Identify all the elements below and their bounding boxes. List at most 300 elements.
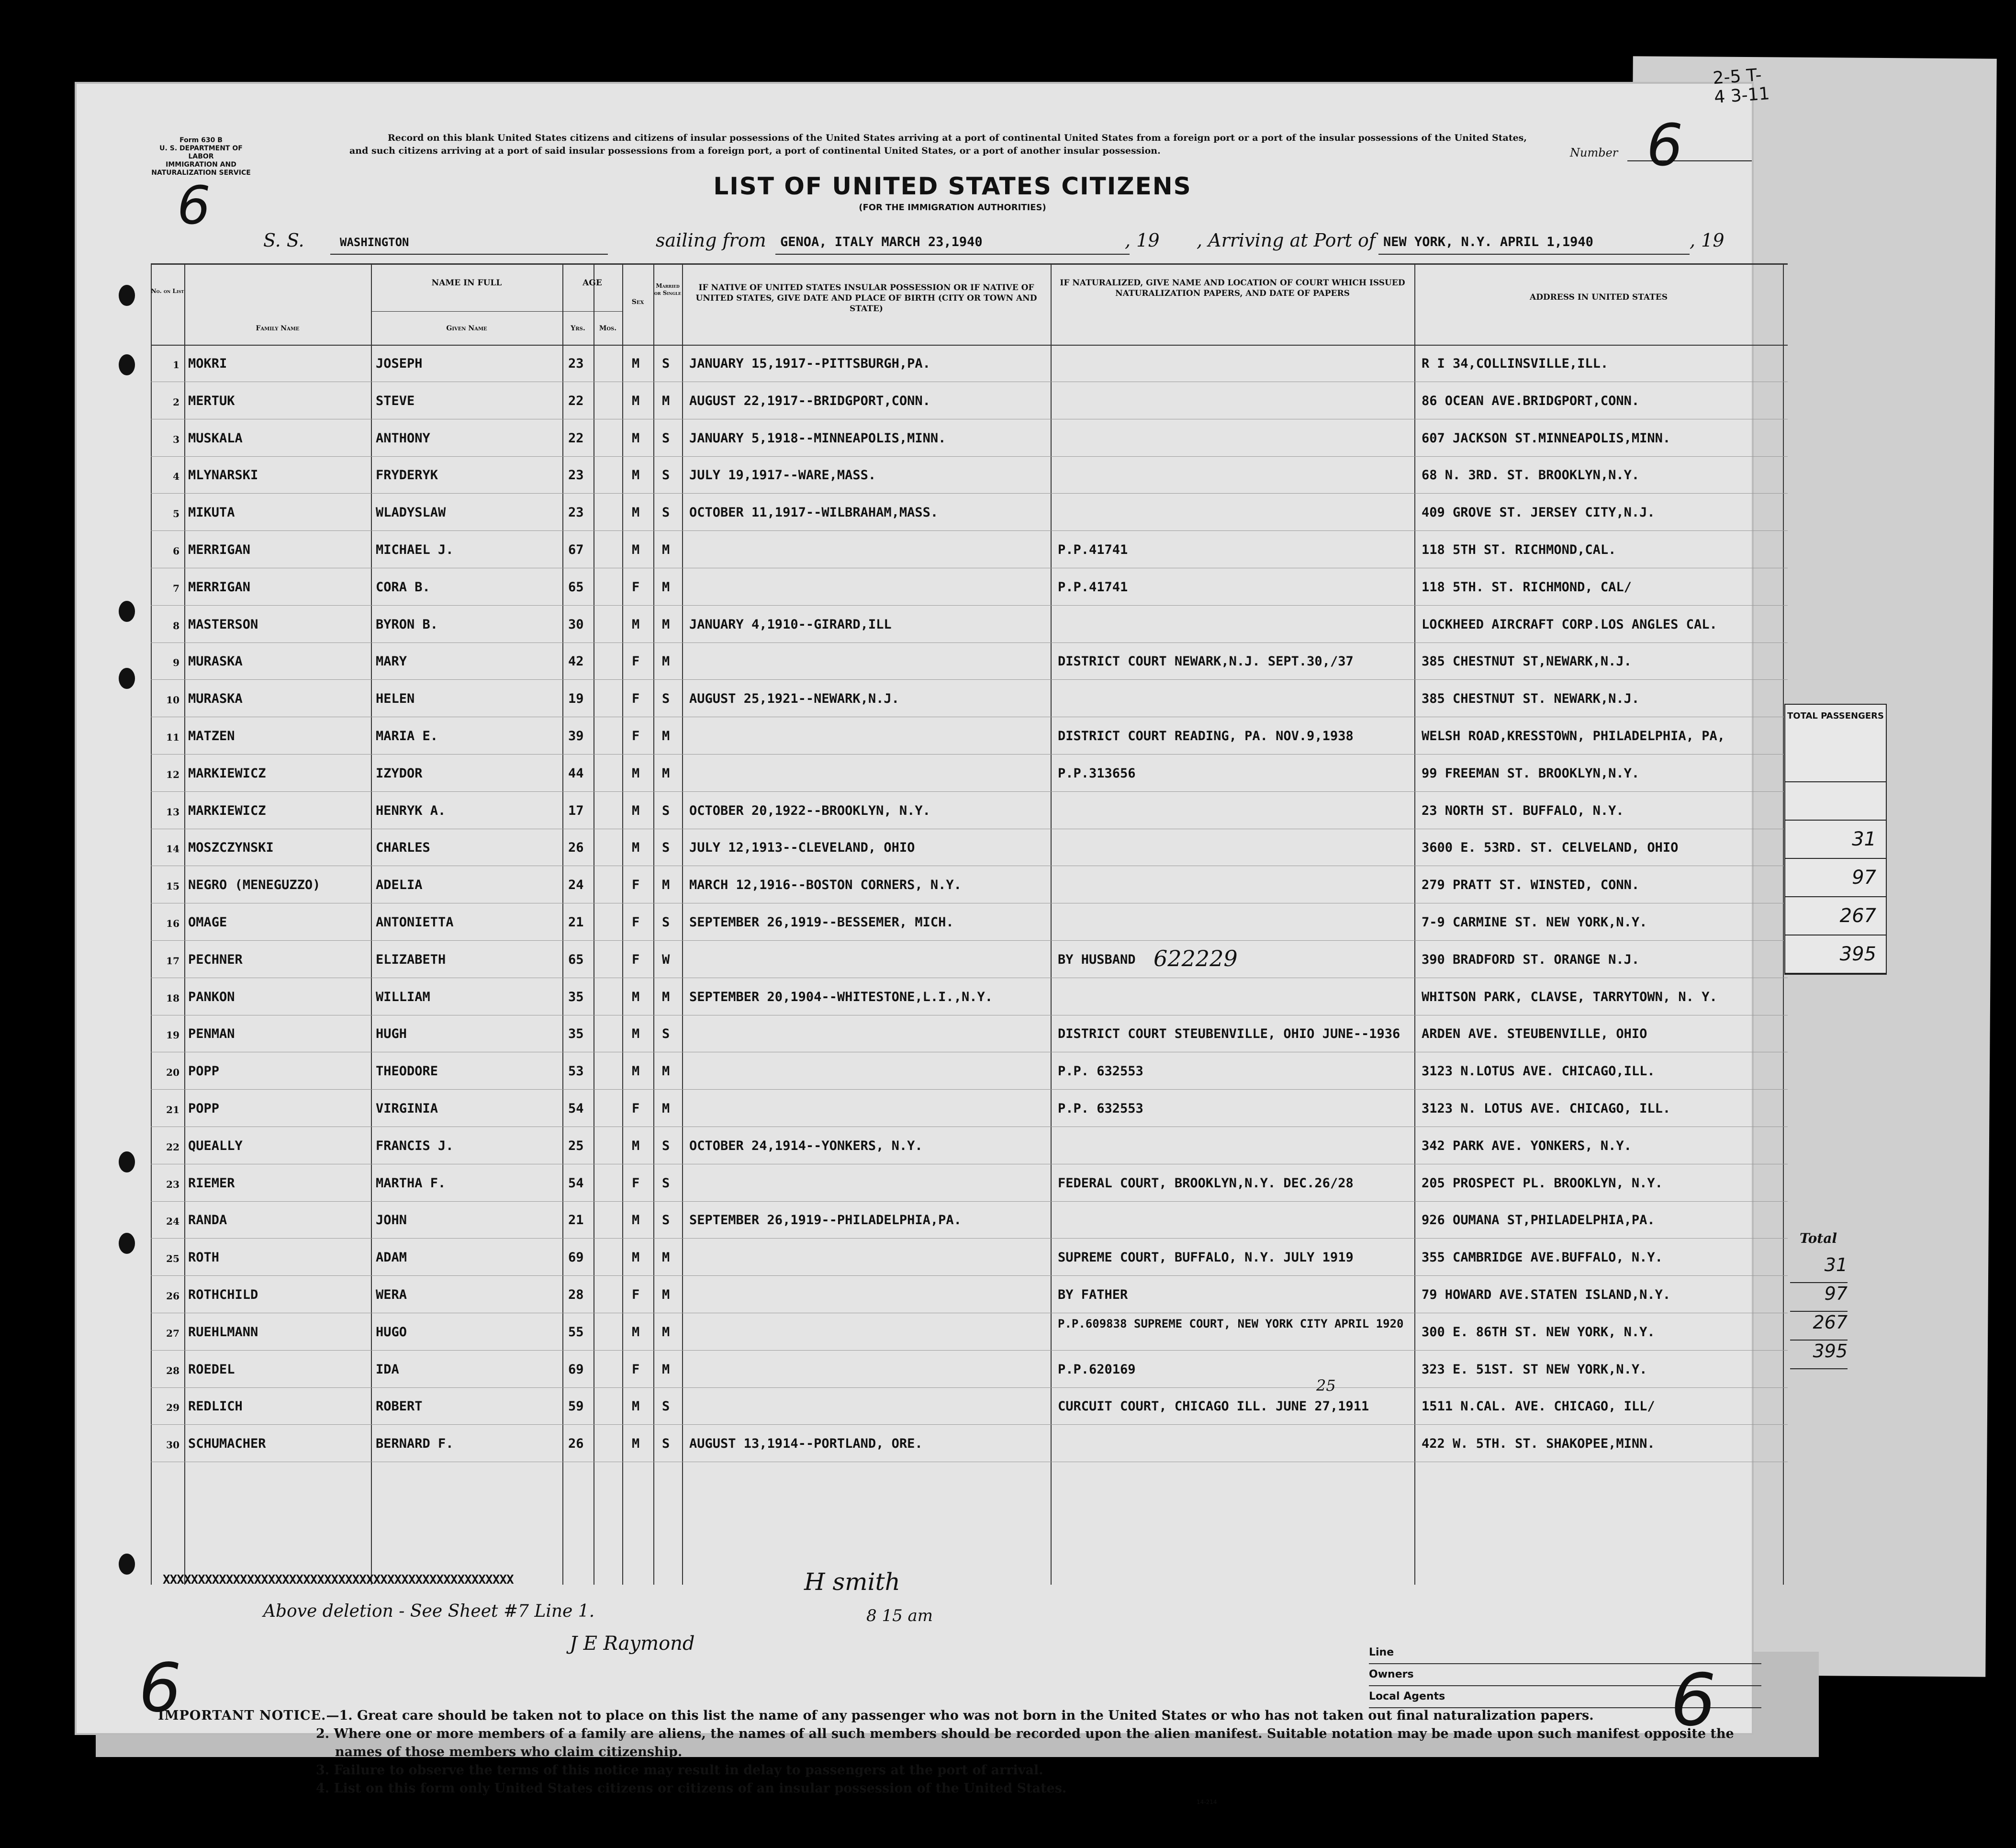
row-number: 15 <box>166 880 179 892</box>
marital-status: W <box>662 952 670 967</box>
table-row <box>151 1090 1788 1127</box>
sex: M <box>632 617 640 632</box>
address: 23 NORTH ST. BUFFALO, N.Y. <box>1422 803 1624 818</box>
family-name: MASTERSON <box>188 617 258 632</box>
manifest-page <box>77 84 1752 1805</box>
address: 390 BRADFORD ST. ORANGE N.J. <box>1422 952 1640 967</box>
table-row <box>151 1127 1788 1164</box>
table-row <box>151 755 1788 791</box>
sex: M <box>632 840 640 856</box>
age-years: 26 <box>568 1436 584 1452</box>
important-notice <box>158 1707 1752 1798</box>
age-years: 23 <box>568 356 584 371</box>
total-list <box>1790 1254 1848 1369</box>
given-name: IZYDOR <box>376 766 423 781</box>
table-row <box>151 1387 1788 1424</box>
age-years: 67 <box>568 542 584 557</box>
family-name: MUSKALA <box>188 430 243 446</box>
row-number: 18 <box>166 992 179 1004</box>
table-row <box>151 941 1788 978</box>
given-name: THEODORE <box>376 1064 438 1079</box>
family-name: MOKRI <box>188 356 227 371</box>
table-row <box>151 1015 1788 1052</box>
marital-status: S <box>662 356 670 371</box>
age-years: 22 <box>568 430 584 446</box>
sex: F <box>632 691 640 707</box>
family-name: RIEMER <box>188 1175 235 1191</box>
age-years: 55 <box>568 1324 584 1340</box>
row-number: 12 <box>166 768 179 780</box>
notice-item-2: 2. Where one or more members of a family are aliens, the names of all such members should be recorded upon the alien manifest. Suitable notation may be made upon such manifest opposite the names of those members who claim citizenship. <box>316 1726 1734 1759</box>
total-list-value: 97 <box>1790 1283 1848 1312</box>
age-years: 21 <box>568 915 584 930</box>
age-years: 17 <box>568 803 584 818</box>
marital-status: M <box>662 989 670 1004</box>
table-row <box>151 792 1788 829</box>
row-number: 29 <box>166 1402 179 1414</box>
totals-blank-row <box>1785 782 1886 821</box>
table-row <box>151 1239 1788 1275</box>
family-name: ROTH <box>188 1250 220 1265</box>
given-name: STEVE <box>376 393 415 408</box>
intro-text: Record on this blank United States citizens and citizens of insular possessions of the United States arriving at a port of continental United States from a foreign port or a port of the insular possessions of the United States, and such citizens arriving at a port of said insular possessions from a foreign port, a port of continental United States, or a port of another insular possession. <box>349 133 1527 156</box>
header-yrs: Yrs. <box>571 325 585 332</box>
row-number: 28 <box>166 1364 179 1376</box>
marital-status: S <box>662 468 670 483</box>
naturalization-info: P.P.41741 <box>1058 542 1128 557</box>
header-family-name: Family Name <box>256 325 300 332</box>
sex: M <box>632 803 640 818</box>
header-naturalized: IF NATURALIZED, GIVE NAME AND LOCATION OF COURT WHICH ISSUED NATURALIZATION PAPERS, AND DATE OF PAPERS <box>1060 278 1405 298</box>
table-row <box>151 568 1788 605</box>
table-row <box>151 419 1788 456</box>
sex: F <box>632 654 640 669</box>
family-name: MERRIGAN <box>188 579 251 595</box>
naturalization-info: DISTRICT COURT STEUBENVILLE, OHIO JUNE--1936 <box>1058 1026 1400 1042</box>
sex: F <box>632 1362 640 1377</box>
given-name: CHARLES <box>376 840 430 856</box>
age-years: 23 <box>568 505 584 520</box>
punch-hole <box>119 354 135 375</box>
address: 279 PRATT ST. WINSTED, CONN. <box>1422 878 1640 893</box>
sex: M <box>632 393 640 408</box>
address: 323 E. 51ST. ST NEW YORK,N.Y. <box>1422 1362 1647 1377</box>
handwritten-25: 25 <box>1316 1376 1336 1395</box>
table-row <box>151 1425 1788 1462</box>
sex: M <box>632 430 640 446</box>
notice-lead: IMPORTANT NOTICE. <box>158 1708 326 1723</box>
address: WELSH ROAD,KRESSTOWN, PHILADELPHIA, PA, <box>1422 729 1725 744</box>
marital-status: M <box>662 1250 670 1265</box>
age-years: 22 <box>568 393 584 408</box>
naturalization-info: P.P. 632553 <box>1058 1101 1143 1116</box>
header-birth: IF NATIVE OF UNITED STATES INSULAR POSSESSION OR IF NATIVE OF UNITED STATES, GIVE DATE AND PLACE OF BIRTH (CITY OR TOWN AND STATE) <box>695 283 1037 314</box>
department: U. S. DEPARTMENT OF LABOR <box>159 145 243 160</box>
table-row <box>151 680 1788 717</box>
family-name: MATZEN <box>188 729 235 744</box>
family-name: PENMAN <box>188 1026 235 1042</box>
address: 118 5TH ST. RICHMOND,CAL. <box>1422 542 1616 557</box>
number-label: Number <box>1570 146 1618 159</box>
family-name: MARKIEWICZ <box>188 766 266 781</box>
given-name: ANTHONY <box>376 430 430 446</box>
marital-status: M <box>662 1362 670 1377</box>
given-name: MARIA E. <box>376 729 438 744</box>
birth-info: MARCH 12,1916--BOSTON CORNERS, N.Y. <box>689 878 962 893</box>
header-address: ADDRESS IN UNITED STATES <box>1530 293 1668 302</box>
sex: F <box>632 1175 640 1191</box>
sex: F <box>632 579 640 595</box>
marital-status: S <box>662 691 670 707</box>
passenger-table <box>151 263 1788 1585</box>
naturalization-info: SUPREME COURT, BUFFALO, N.Y. JULY 1919 <box>1058 1250 1354 1265</box>
punch-hole <box>119 601 135 622</box>
row-number: 26 <box>166 1290 179 1302</box>
birth-info: JANUARY 15,1917--PITTSBURGH,PA. <box>689 356 930 371</box>
naturalization-info: P.P.609838 SUPREME COURT, NEW YORK CITY APRIL 1920 <box>1058 1317 1404 1330</box>
sex: F <box>632 915 640 930</box>
row-number: 6 <box>173 545 179 557</box>
birth-info: AUGUST 13,1914--PORTLAND, ORE. <box>689 1436 923 1452</box>
totals-value: 267 <box>1785 897 1886 935</box>
age-years: 59 <box>568 1399 584 1414</box>
birth-info: SEPTEMBER 26,1919--BESSEMER, MICH. <box>689 915 954 930</box>
birth-info: JANUARY 5,1918--MINNEAPOLIS,MINN. <box>689 430 946 446</box>
given-name: VIRGINIA <box>376 1101 438 1116</box>
given-name: BERNARD F. <box>376 1436 454 1452</box>
marital-status: M <box>662 766 670 781</box>
row-number: 22 <box>166 1141 179 1153</box>
family-name: NEGRO (MENEGUZZO) <box>188 878 321 893</box>
given-name: ELIZABETH <box>376 952 446 967</box>
naturalization-info: FEDERAL COURT, BROOKLYN,N.Y. DEC.26/28 <box>1058 1175 1354 1191</box>
age-years: 69 <box>568 1250 584 1265</box>
service: IMMIGRATION AND NATURALIZATION SERVICE <box>151 161 251 177</box>
notice-item-4: 4. List on this form only United States citizens or citizens of an insular possession of the United States. <box>316 1781 1067 1796</box>
time-note: 8 15 am <box>866 1606 933 1625</box>
family-name: MOSZCZYNSKI <box>188 840 274 856</box>
family-name: MERTUK <box>188 393 235 408</box>
family-name: RUEHLMANN <box>188 1324 258 1340</box>
family-name: ROEDEL <box>188 1362 235 1377</box>
sex: M <box>632 1026 640 1042</box>
row-number: 7 <box>173 582 179 594</box>
age-years: 35 <box>568 1026 584 1042</box>
family-name: MARKIEWICZ <box>188 803 266 818</box>
arriving-port: NEW YORK, N.Y. APRIL 1,1940 <box>1383 235 1593 249</box>
age-years: 42 <box>568 654 584 669</box>
given-name: ADAM <box>376 1250 407 1265</box>
birth-info: OCTOBER 20,1922--BROOKLYN, N.Y. <box>689 803 930 818</box>
given-name: ROBERT <box>376 1399 423 1414</box>
family-name: MERRIGAN <box>188 542 251 557</box>
number-line <box>1627 160 1752 161</box>
line-field: Line <box>1369 1642 1761 1664</box>
address: 3123 N.LOTUS AVE. CHICAGO,ILL. <box>1422 1064 1655 1079</box>
marital-status: S <box>662 840 670 856</box>
naturalization-info: CURCUIT COURT, CHICAGO ILL. JUNE 27,1911 <box>1058 1399 1369 1414</box>
sex: M <box>632 356 640 371</box>
header-age: AGE <box>582 278 602 288</box>
marital-status: S <box>662 1175 670 1191</box>
age-years: 54 <box>568 1101 584 1116</box>
sex: F <box>632 878 640 893</box>
naturalization-info: BY HUSBAND <box>1058 952 1136 967</box>
punch-hole <box>119 1233 135 1254</box>
ss-label: S. S. <box>263 230 304 251</box>
marital-status: M <box>662 654 670 669</box>
total-list-value: 31 <box>1790 1254 1848 1283</box>
corner-marks: 2-5 T-4 3-11 <box>1712 65 1770 108</box>
marital-status: M <box>662 393 670 408</box>
marital-status: S <box>662 1026 670 1042</box>
year-one: , 19 <box>1125 230 1160 251</box>
handwritten-six-bottom-left: 6 <box>139 1649 182 1727</box>
row-number: 8 <box>173 620 179 631</box>
address: 385 CHESTNUT ST. NEWARK,N.J. <box>1422 691 1640 707</box>
sex: M <box>632 505 640 520</box>
birth-info: OCTOBER 11,1917--WILBRAHAM,MASS. <box>689 505 939 520</box>
handwritten-six-top: 6 <box>177 175 211 236</box>
row-number: 24 <box>166 1216 179 1228</box>
sex: M <box>632 989 640 1004</box>
address: 3600 E. 53RD. ST. CELVELAND, OHIO <box>1422 840 1679 856</box>
address: WHITSON PARK, CLAVSE, TARRYTOWN, N. Y. <box>1422 989 1717 1004</box>
sex: M <box>632 1213 640 1228</box>
pp-number-note: 622229 <box>1154 946 1238 971</box>
given-name: FRANCIS J. <box>376 1138 454 1153</box>
row-number: 25 <box>166 1253 179 1265</box>
address: 422 W. 5TH. ST. SHAKOPEE,MINN. <box>1422 1436 1655 1452</box>
address: ARDEN AVE. STEUBENVILLE, OHIO <box>1422 1026 1647 1042</box>
address: 99 FREEMAN ST. BROOKLYN,N.Y. <box>1422 766 1640 781</box>
table-row <box>151 1276 1788 1313</box>
address: 68 N. 3RD. ST. BROOKLYN,N.Y. <box>1422 468 1640 483</box>
from-line <box>775 254 1130 255</box>
row-number: 20 <box>166 1067 179 1079</box>
marital-status: S <box>662 915 670 930</box>
punch-hole <box>119 285 135 306</box>
birth-info: JULY 19,1917--WARE,MASS. <box>689 468 876 483</box>
owners-field: Owners <box>1369 1664 1761 1686</box>
handwritten-six-bottom-right: 6 <box>1670 1659 1716 1742</box>
table-row <box>151 1052 1788 1089</box>
address: 205 PROSPECT PL. BROOKLYN, N.Y. <box>1422 1175 1663 1191</box>
total-passengers-box <box>1784 704 1887 975</box>
table-row <box>151 1201 1788 1238</box>
age-years: 23 <box>568 468 584 483</box>
family-name: MURASKA <box>188 654 243 669</box>
address: 409 GROVE ST. JERSEY CITY,N.J. <box>1422 505 1655 520</box>
naturalization-info: P.P.313656 <box>1058 766 1136 781</box>
family-name: RANDA <box>188 1213 227 1228</box>
punch-hole <box>119 1151 135 1172</box>
given-name: BYRON B. <box>376 617 438 632</box>
given-name: HUGH <box>376 1026 407 1042</box>
port-line <box>1378 254 1690 255</box>
given-name: JOSEPH <box>376 356 423 371</box>
table-row <box>151 456 1788 493</box>
marital-status: M <box>662 1101 670 1116</box>
deleted-row: XXXXXXXXXXXXXXXXXXXXXXXXXXXXXXXXXXXXXXXXXXXXXXXXXX <box>163 1573 514 1587</box>
punch-hole <box>119 668 135 689</box>
age-years: 19 <box>568 691 584 707</box>
marital-status: M <box>662 617 670 632</box>
header-given-name: Given Name <box>446 325 487 332</box>
age-years: 44 <box>568 766 584 781</box>
marital-status: S <box>662 803 670 818</box>
birth-info: JULY 12,1913--CLEVELAND, OHIO <box>689 840 915 856</box>
punch-hole <box>119 1554 135 1575</box>
row-number: 9 <box>173 657 179 669</box>
totals-value: 395 <box>1785 935 1886 974</box>
row-number: 16 <box>166 918 179 929</box>
given-name: HELEN <box>376 691 415 707</box>
marital-status: S <box>662 1138 670 1153</box>
table-row <box>151 494 1788 530</box>
page-title: LIST OF UNITED STATES CITIZENS <box>713 172 1192 200</box>
family-name: OMAGE <box>188 915 227 930</box>
given-name: MICHAEL J. <box>376 542 454 557</box>
sex: F <box>632 952 640 967</box>
totals-value: 31 <box>1785 821 1886 859</box>
deletion-note: Above deletion - See Sheet #7 Line 1. <box>263 1601 595 1621</box>
given-name: WERA <box>376 1287 407 1302</box>
marital-status: S <box>662 1213 670 1228</box>
table-row <box>151 717 1788 754</box>
voyage-line <box>263 230 1733 256</box>
table-row <box>151 382 1788 419</box>
row-number: 5 <box>173 508 179 520</box>
address: 342 PARK AVE. YONKERS, N.Y. <box>1422 1138 1632 1153</box>
age-years: 25 <box>568 1138 584 1153</box>
age-years: 65 <box>568 579 584 595</box>
address: R I 34,COLLINSVILLE,ILL. <box>1422 356 1609 371</box>
marital-status: S <box>662 505 670 520</box>
notice-item-3: 3. Failure to observe the terms of this notice may result in delay to passengers at the port of arrival. <box>316 1763 1043 1778</box>
age-years: 65 <box>568 952 584 967</box>
notice-item-1: —1. Great care should be taken not to place on this list the name of any passenger who was not born in the United States or who has not taken out final naturalization papers. <box>326 1708 1594 1723</box>
sex: F <box>632 729 640 744</box>
birth-info: AUGUST 22,1917--BRIDGPORT,CONN. <box>689 393 930 408</box>
age-years: 39 <box>568 729 584 744</box>
address: 79 HOWARD AVE.STATEN ISLAND,N.Y. <box>1422 1287 1671 1302</box>
age-years: 28 <box>568 1287 584 1302</box>
header-mos: Mos. <box>599 325 617 332</box>
given-name: MARY <box>376 654 407 669</box>
given-name: HUGO <box>376 1324 407 1340</box>
table-row <box>151 903 1788 940</box>
row-number: 2 <box>173 396 179 408</box>
header-no: No. on List <box>151 288 184 294</box>
address: 118 5TH. ST. RICHMOND, CAL/ <box>1422 579 1632 595</box>
row-number: 13 <box>166 806 179 818</box>
naturalization-info: P.P.620169 <box>1058 1362 1136 1377</box>
birth-info: AUGUST 25,1921--NEWARK,N.J. <box>689 691 899 707</box>
family-name: MIKUTA <box>188 505 235 520</box>
row-number: 27 <box>166 1327 179 1339</box>
row-number: 3 <box>173 433 179 445</box>
address: 607 JACKSON ST.MINNEAPOLIS,MINN. <box>1422 430 1671 446</box>
table-row <box>151 866 1788 903</box>
address: 926 OUMANA ST,PHILADELPHIA,PA. <box>1422 1213 1655 1228</box>
family-name: MLYNARSKI <box>188 468 258 483</box>
total-list-value: 267 <box>1790 1312 1848 1341</box>
table-row <box>151 531 1788 568</box>
sex: M <box>632 1250 640 1265</box>
row-number: 17 <box>166 955 179 967</box>
age-years: 30 <box>568 617 584 632</box>
marital-status: S <box>662 1436 670 1452</box>
row-number: 11 <box>166 732 179 743</box>
address: 86 OCEAN AVE.BRIDGPORT,CONN. <box>1422 393 1640 408</box>
given-name: WILLIAM <box>376 989 430 1004</box>
address: LOCKHEED AIRCRAFT CORP.LOS ANGLES CAL. <box>1422 617 1717 632</box>
naturalization-info: P.P.41741 <box>1058 579 1128 595</box>
marital-status: M <box>662 579 670 595</box>
birth-info: JANUARY 4,1910--GIRARD,ILL <box>689 617 892 632</box>
sex: M <box>632 1138 640 1153</box>
age-years: 53 <box>568 1064 584 1079</box>
row-number: 10 <box>166 694 179 706</box>
form-code: 14-214 <box>1197 1799 1217 1805</box>
total-passengers-header: TOTAL PASSENGERS <box>1785 705 1886 782</box>
given-name: ADELIA <box>376 878 423 893</box>
header-sex: Sex <box>631 298 644 306</box>
form-number: Form 630 B <box>179 136 223 144</box>
age-years: 24 <box>568 878 584 893</box>
address: 385 CHESTNUT ST,NEWARK,N.J. <box>1422 654 1632 669</box>
naturalization-info: BY FATHER <box>1058 1287 1128 1302</box>
given-name: JOHN <box>376 1213 407 1228</box>
totals-value: 97 <box>1785 859 1886 897</box>
number-value: 6 <box>1646 113 1683 179</box>
address: 1511 N.CAL. AVE. CHICAGO, ILL/ <box>1422 1399 1655 1414</box>
sex: M <box>632 468 640 483</box>
sailing-label: sailing from <box>656 230 766 251</box>
sex: M <box>632 766 640 781</box>
row-number: 23 <box>166 1178 179 1190</box>
marital-status: M <box>662 1324 670 1340</box>
family-name: MURASKA <box>188 691 243 707</box>
marital-status: M <box>662 878 670 893</box>
sex: F <box>632 1287 640 1302</box>
family-name: POPP <box>188 1101 220 1116</box>
address: 355 CAMBRIDGE AVE.BUFFALO, N.Y. <box>1422 1250 1663 1265</box>
page-subtitle: (FOR THE IMMIGRATION AUTHORITIES) <box>859 203 1046 213</box>
birth-info: SEPTEMBER 26,1919--PHILADELPHIA,PA. <box>689 1213 962 1228</box>
given-name: FRYDERYK <box>376 468 438 483</box>
row-number: 21 <box>166 1104 179 1116</box>
table-row <box>151 1351 1788 1387</box>
address: 3123 N. LOTUS AVE. CHICAGO, ILL. <box>1422 1101 1671 1116</box>
given-name: IDA <box>376 1362 399 1377</box>
family-name: SCHUMACHER <box>188 1436 266 1452</box>
marital-status: M <box>662 1287 670 1302</box>
row-number: 4 <box>173 471 179 483</box>
row-number: 19 <box>166 1029 179 1041</box>
naturalization-info: P.P. 632553 <box>1058 1064 1143 1079</box>
table-row <box>151 606 1788 642</box>
table-row <box>151 642 1788 679</box>
total-label: Total <box>1800 1230 1837 1246</box>
sex: M <box>632 1399 640 1414</box>
birth-info: SEPTEMBER 20,1904--WHITESTONE,L.I.,N.Y. <box>689 989 993 1004</box>
local-agents-field: Local Agents <box>1369 1686 1761 1708</box>
given-name: MARTHA F. <box>376 1175 446 1191</box>
age-years: 35 <box>568 989 584 1004</box>
header-married-single: Married or Single <box>654 282 682 296</box>
